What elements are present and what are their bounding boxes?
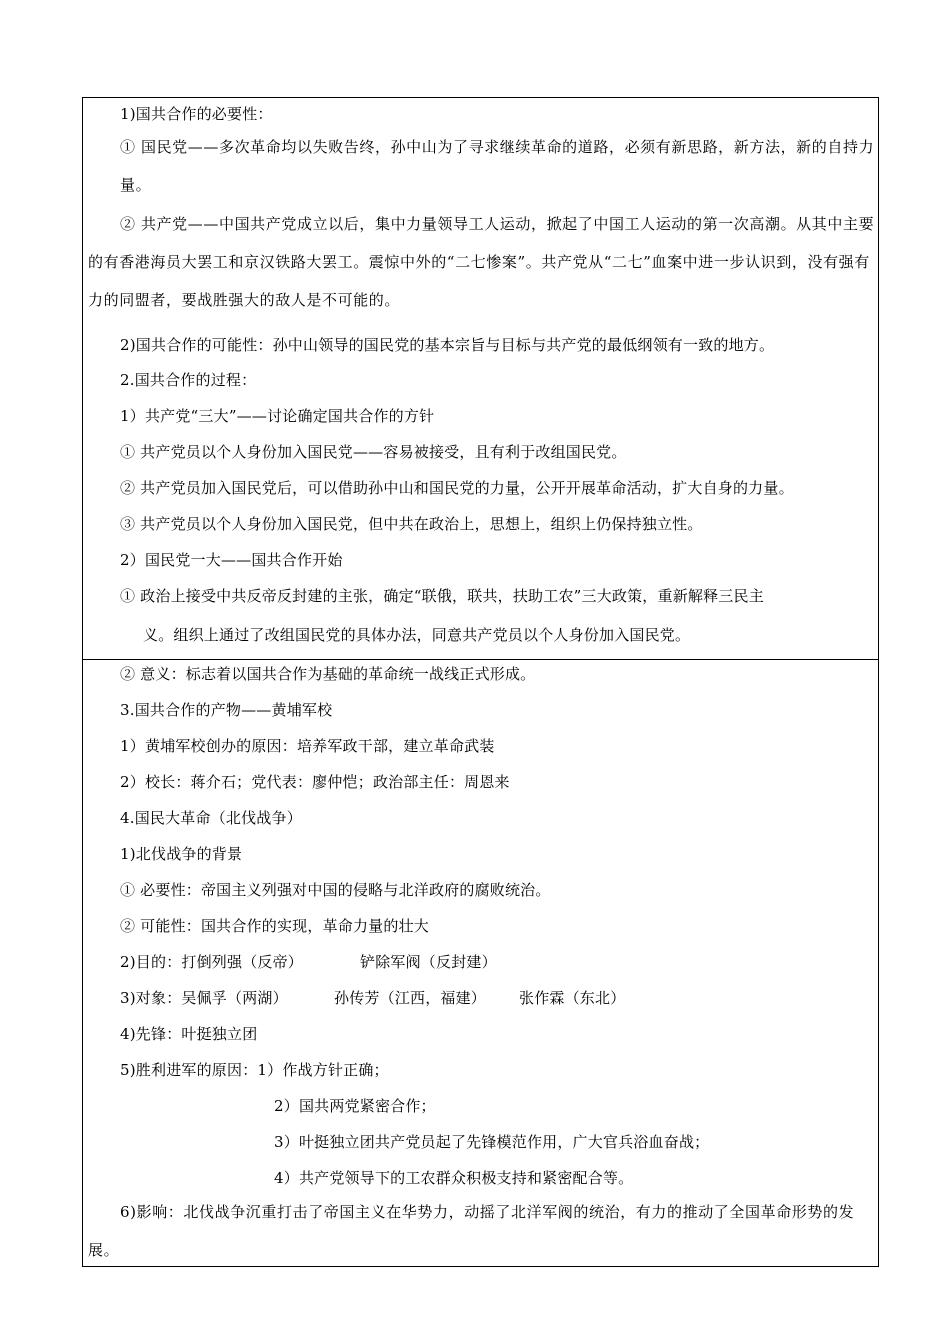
list-item-third-congress: 1）共产党“三大”——讨论确定国共合作的方针 [120, 407, 435, 425]
list-item-possibility: ② 可能性：国共合作的实现，革命力量的壮大 [120, 917, 429, 935]
section-heading-process: 2.国共合作的过程： [120, 371, 257, 389]
list-item-first-congress: 2）国民党一大——国共合作开始 [120, 551, 343, 569]
list-item-victory-reason-3: 3）叶挺独立团共产党员起了先锋模范作用，广大官兵浴血奋战； [274, 1133, 710, 1151]
list-item-whampoa-reason: 1）黄埔军校创办的原因：培养军政干部，建立革命武装 [120, 737, 495, 755]
section-heading-whampoa: 3.国共合作的产物——黄埔军校 [120, 701, 333, 719]
list-item-target-b: 孙传芳（江西，福建） [334, 989, 487, 1007]
list-item-target-a: 3)对象：吴佩孚（两湖） [120, 989, 288, 1007]
paragraph-kmt [120, 128, 876, 204]
list-item-whampoa-staff: 2）校长：蒋介石；党代表：廖仲恺；政治部主任：周恩来 [120, 773, 510, 791]
list-item-victory-reason-2: 2）国共两党紧密合作； [274, 1097, 436, 1115]
paragraph-ccp [88, 205, 876, 319]
list-item-necessity: ① 必要性：帝国主义列强对中国的侵略与北洋政府的腐败统治。 [120, 881, 551, 899]
table-row-divider [82, 659, 879, 660]
list-item-independence: ③ 共产党员以个人身份加入国民党，但中共在政治上，思想上，组织上仍保持独立性。 [120, 515, 703, 533]
list-item-use-strength: ② 共产党员加入国民党后，可以借助孙中山和国民党的力量，公开开展革命活动，扩大自身的力量。 [120, 479, 794, 497]
list-item-goal-b: 铲除军阀（反封建） [360, 953, 497, 971]
list-item-victory-reason-4: 4）共产党领导下的工农群众积极支持和紧密配合等。 [274, 1169, 634, 1187]
list-item-politics-line1: ① 政治上接受中共反帝反封建的主张，确定“联俄，联共，扶助工农”三大政策，重新解释三民主 [120, 587, 764, 605]
list-item-join-personal: ① 共产党员以个人身份加入国民党——容易被接受，且有利于改组国民党。 [120, 443, 627, 461]
section-heading-possibility: 2)国共合作的可能性：孙中山领导的国民党的基本宗旨与目标与共产党的最低纲领有一致的地方。 [120, 336, 775, 354]
list-item-background: 1)北伐战争的背景 [120, 845, 243, 863]
paragraph-ccp-text: ② 共产党——中国共产党成立以后，集中力量领导工人运动，掀起了中国工人运动的第一次高潮。从其中主要的有香港海员大罢工和京汉铁路大罢工。震惊中外的“二七惨案”。共产党从“二七”血案中进一步认识到，没有强有力的同盟者，要战胜强大的敌人是不可能的。 [88, 215, 875, 309]
list-item-target-c: 张作霖（东北） [519, 989, 626, 1007]
list-item-vanguard: 4)先锋：叶挺独立团 [120, 1025, 258, 1043]
list-item-goal-a: 2)目的：打倒列强（反帝） [120, 953, 303, 971]
list-item-politics-line2: 义。组织上通过了改组国民党的具体办法，同意共产党员以个人身份加入国民党。 [143, 626, 691, 644]
section-heading-northern-expedition: 4.国民大革命（北伐战争） [120, 809, 302, 827]
paragraph-impact [88, 1193, 876, 1269]
list-item-victory-reason-1: 5)胜利进军的原因：1）作战方针正确； [120, 1061, 389, 1079]
section-heading-necessity: 1)国共合作的必要性： [120, 105, 273, 123]
paragraph-impact-text: 6)影响：北伐战争沉重打击了帝国主义在华势力，动摇了北洋军阀的统治，有力的推动了全国革命形势的发展。 [88, 1203, 855, 1259]
list-item-significance: ② 意义：标志着以国共合作为基础的革命统一战线正式形成。 [120, 665, 536, 683]
paragraph-kmt-text: ① 国民党——多次革命均以失败告终，孙中山为了寻求继续革命的道路，必须有新思路，新方法，新的自持力量。 [120, 138, 875, 194]
